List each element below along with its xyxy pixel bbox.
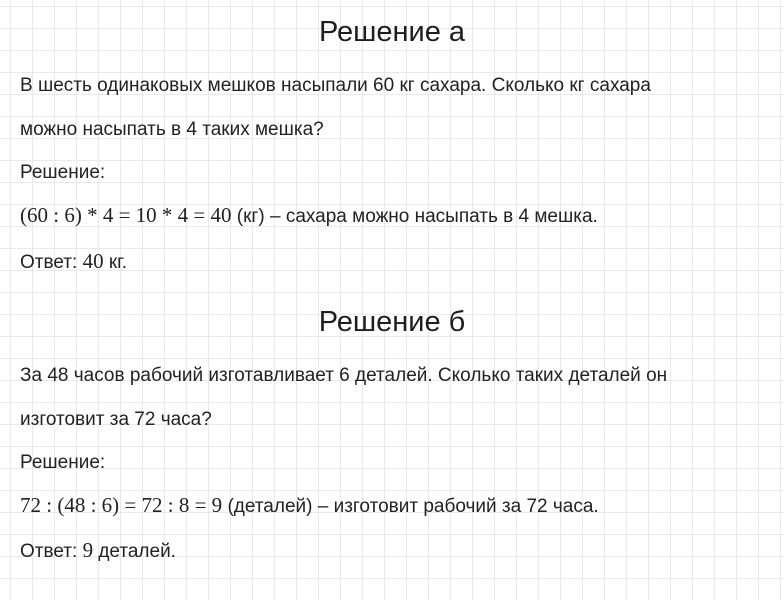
section-a xyxy=(0,0,784,273)
section-b-calc-text: (деталей) – изготовит рабочий за 72 часа. xyxy=(222,496,599,517)
section-a-calc-expression: (60 : 6) * 4 = 10 * 4 = 40 xyxy=(20,203,232,227)
section-b-answer-value: 9 xyxy=(82,538,94,562)
section-a-solution-label: Решение: xyxy=(20,162,106,183)
section-b-problem-line1: За 48 часов рабочий изготавливает 6 деталей. Сколько таких деталей он xyxy=(20,365,668,386)
section-a-answer-label: Ответ: xyxy=(20,252,83,273)
section-a-calc-text: (кг) – сахара можно насыпать в 4 мешка. xyxy=(231,206,598,227)
section-a-problem-line2: можно насыпать в 4 таких мешка? xyxy=(20,119,324,140)
section-b-solution-label: Решение: xyxy=(20,452,106,473)
section-b-problem-line2: изготовит за 72 часа? xyxy=(20,409,212,430)
section-a-problem-line1: В шесть одинаковых мешков насыпали 60 кг сахара. Сколько кг сахара xyxy=(20,75,651,96)
section-a-answer-value: 40 xyxy=(82,249,104,273)
section-a-heading: Решение а xyxy=(318,16,466,48)
section-b-heading: Решение б xyxy=(318,306,466,338)
section-b-answer xyxy=(20,538,176,564)
section-a-answer-unit: кг. xyxy=(103,252,128,273)
section-b-answer-unit: деталей. xyxy=(93,541,176,562)
section-b-answer-label: Ответ: xyxy=(20,541,83,562)
section-b-calc-expression: 72 : (48 : 6) = 72 : 8 = 9 xyxy=(20,493,223,517)
section-b xyxy=(0,290,784,562)
section-a-answer xyxy=(20,249,127,275)
section-a-calculation xyxy=(20,203,598,229)
section-b-calculation xyxy=(20,493,599,519)
